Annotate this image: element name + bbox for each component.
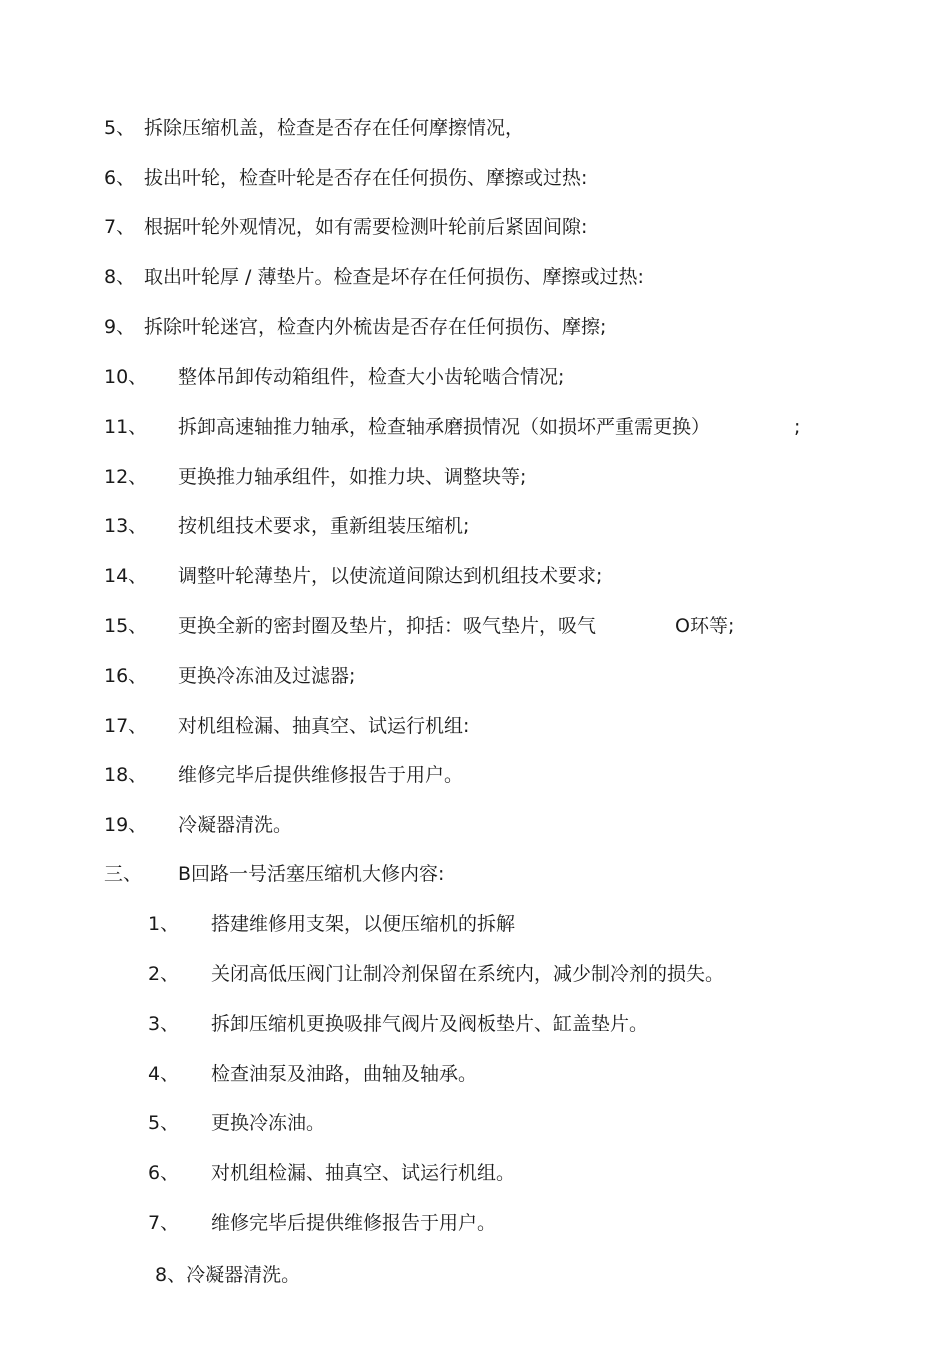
section-number: 三、 <box>104 863 143 885</box>
item-tail: ; <box>794 416 801 438</box>
item-number: 6、 <box>104 167 136 189</box>
item-text: 根据叶轮外观情况，如有需要检测叶轮前后紧固间隙: <box>144 216 588 238</box>
item-number: 17、 <box>104 715 148 737</box>
item-number: 1、 <box>148 913 180 935</box>
item-text: 关闭高低压阀门让制冷剂保留在系统内，减少制冷剂的损失。 <box>211 963 725 985</box>
item-number: 10、 <box>104 366 148 388</box>
item-tail: O环等; <box>675 615 735 637</box>
item-text: 拆除压缩机盖，检查是否存在任何摩擦情况， <box>144 117 525 139</box>
item-number: 9、 <box>104 316 136 338</box>
item-text: 冷凝器清洗。 <box>178 814 293 836</box>
item-text: 拆除叶轮迷宫，检查内外梳齿是否存在任何损伤、摩擦; <box>144 316 607 338</box>
item-text: 更换冷冻油。 <box>211 1112 326 1134</box>
item-text: 调整叶轮薄垫片，以使流道间隙达到机组技术要求; <box>178 565 603 587</box>
item-text: 拆卸压缩机更换吸排气阀片及阀板垫片、缸盖垫片。 <box>211 1013 649 1035</box>
item-number: 5、 <box>104 117 136 139</box>
item-text: 检查油泵及油路，曲轴及轴承。 <box>211 1063 478 1085</box>
item-number: 5、 <box>148 1112 180 1134</box>
item-number: 8、 <box>104 266 136 288</box>
item-number: 7、 <box>148 1212 180 1234</box>
item-text: 更换全新的密封圈及垫片，抑括：吸气垫片，吸气 <box>178 615 597 637</box>
item-number: 4、 <box>148 1063 180 1085</box>
item-number: 7、 <box>104 216 136 238</box>
item-number: 2、 <box>148 963 180 985</box>
item-text: 维修完毕后提供维修报告于用户。 <box>211 1212 497 1234</box>
item-number: 18、 <box>104 764 148 786</box>
section-title: B回路一号活塞压缩机大修内容: <box>178 863 445 885</box>
item-number: 6、 <box>148 1162 180 1184</box>
item-text: 按机组技术要求，重新组装压缩机; <box>178 515 470 537</box>
item-number: 16、 <box>104 665 148 687</box>
item-text: 取出叶轮厚 / 薄垫片。检查是坏存在任何损伤、摩擦或过热: <box>144 266 644 288</box>
item-number: 3、 <box>148 1013 180 1035</box>
item-text: 维修完毕后提供维修报告于用户。 <box>178 764 464 786</box>
item-number: 11、 <box>104 416 148 438</box>
item-text: 更换冷冻油及过滤器; <box>178 665 356 687</box>
item-text: 对机组检漏、抽真空、试运行机组。 <box>211 1162 516 1184</box>
item-text: 对机组检漏、抽真空、试运行机组: <box>178 715 470 737</box>
item-number: 14、 <box>104 565 148 587</box>
list-item-last: 8、冷凝器清洗。 <box>155 1264 301 1286</box>
item-text: 拔出叶轮，检查叶轮是否存在任何损伤、摩擦或过热: <box>144 167 588 189</box>
item-text: 拆卸高速轴推力轴承，检查轴承磨损情况（如损坏严重需更换） <box>178 416 711 438</box>
item-number: 15、 <box>104 615 148 637</box>
item-text: 搭建维修用支架，以便压缩机的拆解 <box>211 913 516 935</box>
item-text: 整体吊卸传动箱组件，检查大小齿轮啮合情况; <box>178 366 565 388</box>
item-number: 12、 <box>104 466 148 488</box>
item-number: 19、 <box>104 814 148 836</box>
item-number: 13、 <box>104 515 148 537</box>
item-text: 更换推力轴承组件，如推力块、调整块等; <box>178 466 527 488</box>
